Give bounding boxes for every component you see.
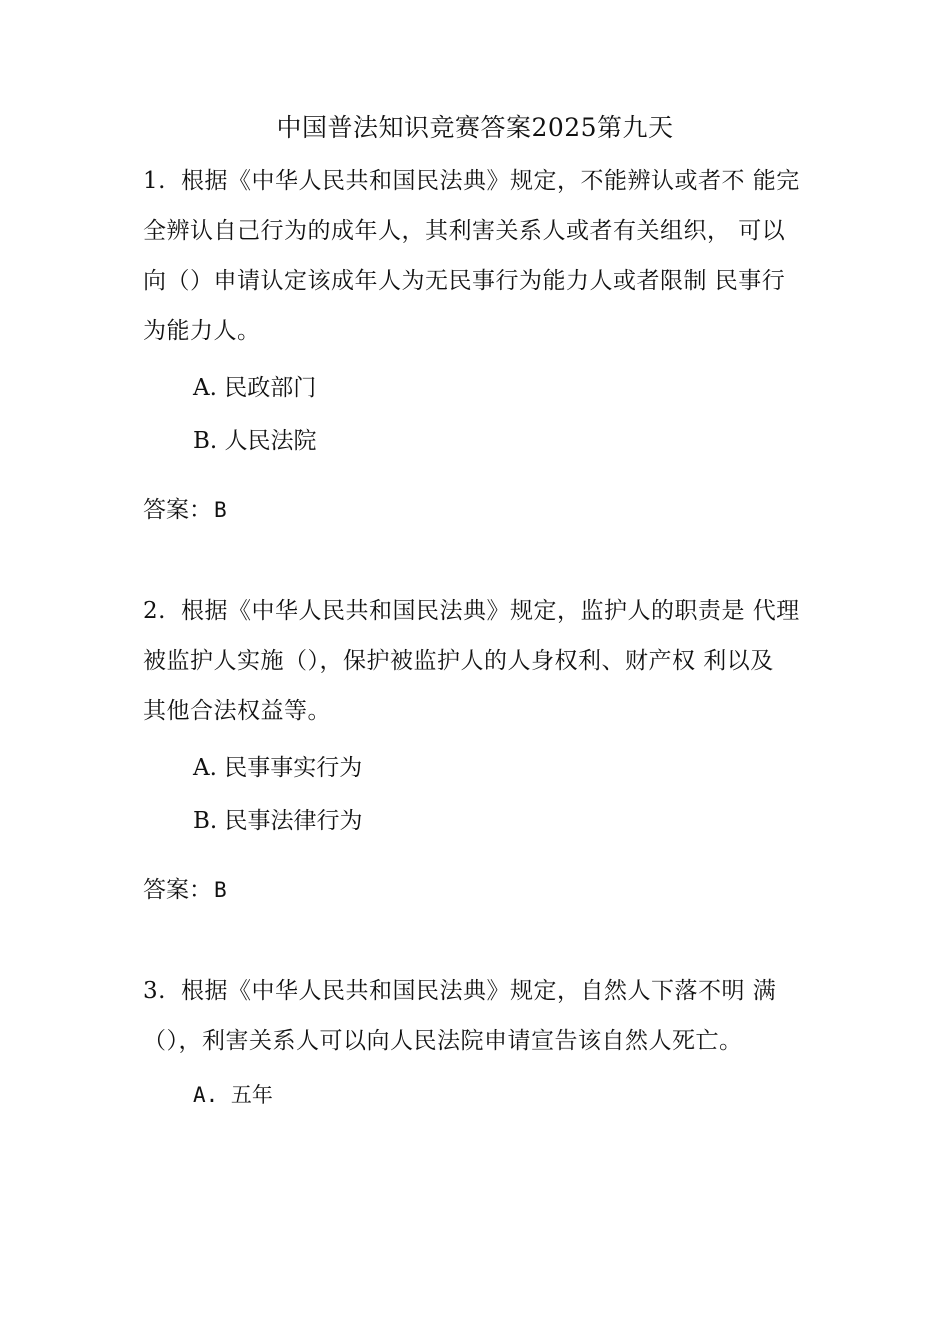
question-3-option-a: A. 五年 xyxy=(193,1083,273,1107)
question-3-text-1: 根据《中华人民共和国民法典》规定，自然人下落不明 满 xyxy=(181,978,777,1004)
question-1-line-1 xyxy=(143,162,833,195)
answer-value: B xyxy=(214,878,227,902)
question-3-line-1 xyxy=(143,972,833,1005)
question-1-text-1: 根据《中华人民共和国民法典》规定，不能辨认或者不 能完 xyxy=(181,168,800,194)
question-2-option-a: A. 民事事实行为 xyxy=(193,755,363,781)
question-1-answer xyxy=(143,491,227,524)
question-2-text-3: 其他合法权益等。 xyxy=(143,698,331,724)
question-1-option-b: B. 人民法院 xyxy=(193,428,317,454)
question-1-text-4: 为能力人。 xyxy=(143,318,261,344)
answer-value: B xyxy=(214,498,227,522)
question-1-text-2: 全辨认自己行为的成年人，其利害关系人或者有关组织， 可以 xyxy=(143,218,786,244)
question-1-number: 1. xyxy=(143,168,166,194)
question-3-number: 3. xyxy=(143,978,166,1004)
question-2-option-b: B. 民事法律行为 xyxy=(193,808,363,834)
question-3-text-2: （），利害关系人可以向人民法院申请宣告该自然人死亡。 xyxy=(143,1028,743,1054)
question-1-option-a: A. 民政部门 xyxy=(193,375,317,401)
question-2-text-2: 被监护人实施（），保护被监护人的人身权利、财产权 利以及 xyxy=(143,648,774,674)
question-2-line-1 xyxy=(143,592,833,625)
answer-label: 答案： xyxy=(143,877,212,903)
question-2-number: 2. xyxy=(143,598,166,624)
question-2-answer xyxy=(143,871,227,904)
question-1-text-3: 向（）申请认定该成年人为无民事行为能力人或者限制 民事行 xyxy=(143,268,786,294)
question-2-text-1: 根据《中华人民共和国民法典》规定，监护人的职责是 代理 xyxy=(181,598,800,624)
answer-label: 答案： xyxy=(143,497,212,523)
document-title: 中国普法知识竞赛答案2025第九天 xyxy=(276,113,674,142)
